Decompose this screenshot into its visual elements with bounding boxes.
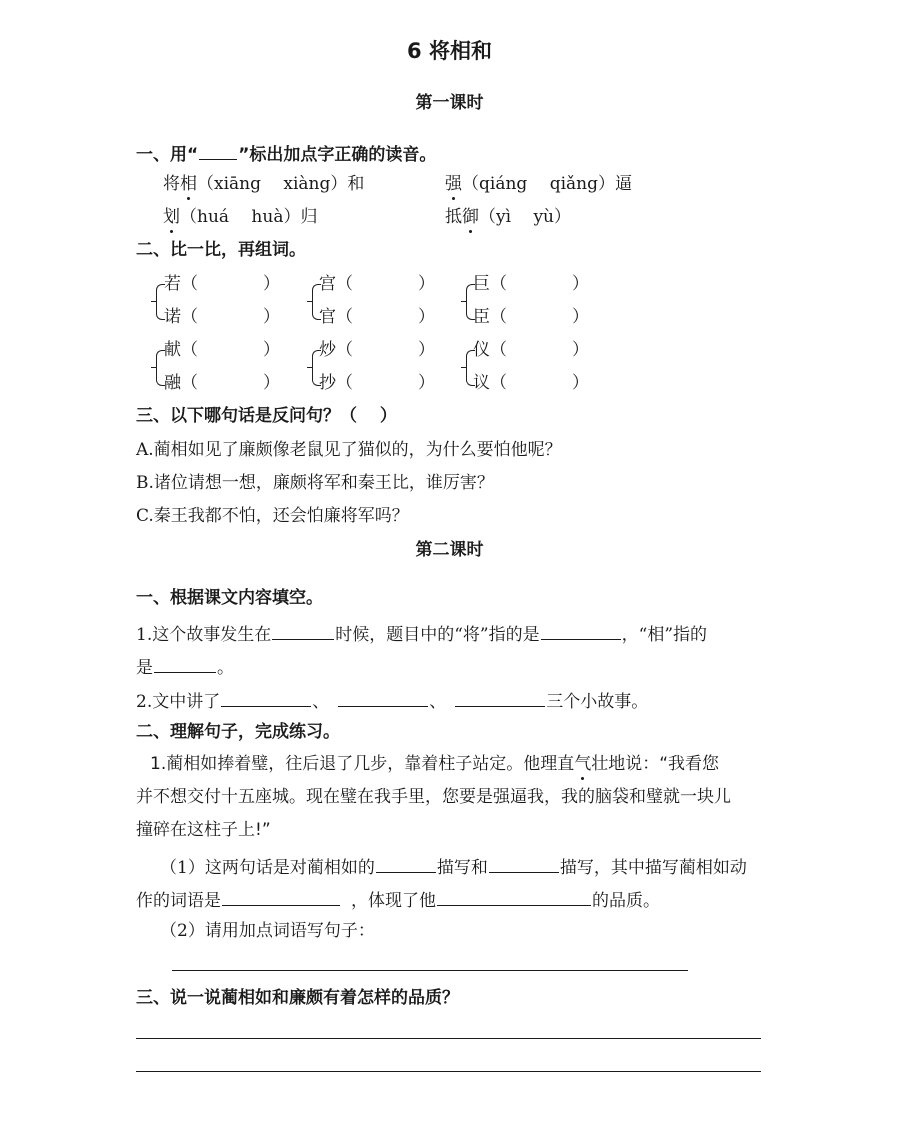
- close-paren: ）: [572, 340, 589, 360]
- sub-question-2: （2）请用加点词语写句子：: [160, 921, 375, 941]
- blank-description-1[interactable]: [376, 854, 436, 873]
- sub-question-1: [160, 854, 747, 879]
- blank-quality[interactable]: [437, 887, 591, 906]
- dotted-char: 御: [462, 207, 479, 227]
- reading-options[interactable]: （qiáng qiǎng）: [462, 174, 615, 194]
- close-paren: ）: [572, 307, 589, 327]
- text: 描写，其中描写蔺相如动: [559, 858, 747, 878]
- close-paren: ）: [263, 274, 280, 294]
- close-paren: ）: [418, 373, 435, 393]
- option-c[interactable]: C.秦王我都不怕，还会怕廉将军吗？: [136, 506, 409, 526]
- text: ，体现了他: [351, 891, 436, 911]
- compare-char-1a[interactable]: 若（: [164, 274, 198, 294]
- blank-minister[interactable]: [154, 654, 216, 673]
- close-paren: ）: [572, 373, 589, 393]
- text: 时候，题目中的“将”指的是: [335, 625, 540, 645]
- answer-line-1[interactable]: [136, 1038, 761, 1039]
- dotted-char: 强: [445, 174, 462, 194]
- dotted-char: 划: [163, 207, 180, 227]
- passage-line-1: [150, 753, 719, 775]
- lesson-2-label: 第二课时: [415, 540, 484, 560]
- answer-line-sentence[interactable]: [172, 970, 688, 971]
- text: 三个小故事。: [546, 692, 649, 712]
- dotted-phrase: 直气壮: [557, 754, 609, 774]
- page-title: 6 将相和: [407, 39, 492, 63]
- q1-heading: [136, 141, 436, 166]
- compare-char-2a[interactable]: 宫（: [319, 274, 353, 294]
- pinyin-item-1: [163, 173, 364, 195]
- close-paren: ）: [263, 307, 280, 327]
- pinyin-item-2: [445, 173, 632, 195]
- fill-sentence-1: [136, 621, 707, 646]
- pinyin-item-4: [445, 206, 571, 228]
- text: 作的词语是: [136, 891, 221, 911]
- compare-char-4a[interactable]: 献（: [164, 340, 198, 360]
- compare-char-6b[interactable]: 议（: [473, 373, 507, 393]
- close-paren: ）: [572, 274, 589, 294]
- fill-sentence-2: [136, 688, 648, 713]
- pinyin-item-3: [163, 206, 317, 228]
- close-paren: ）: [418, 274, 435, 294]
- blank-time[interactable]: [272, 621, 334, 640]
- l2-q1-heading: 一、根据课文内容填空。: [136, 588, 323, 608]
- l2-q3-heading: 三、说一说蔺相如和廉颇有着怎样的品质？: [136, 988, 459, 1008]
- text: 地说：“我看您: [608, 754, 720, 774]
- blank-description-2[interactable]: [489, 854, 559, 873]
- blank-story-1[interactable]: [221, 688, 311, 707]
- text: ，“相”指的: [621, 625, 708, 645]
- l2-q2-heading: 二、理解句子，完成练习。: [136, 722, 340, 742]
- text: 1.蔺相如捧着璧，往后退了几步，靠着柱子站定。他理: [150, 754, 558, 774]
- text: 的品质。: [592, 891, 660, 911]
- passage-line-2: 并不想交付十五座城。现在璧在我手里，您要是强逼我，我的脑袋和璧就一块儿: [136, 787, 731, 807]
- separator: 、: [312, 692, 330, 712]
- blank-story-3[interactable]: [455, 688, 545, 707]
- item-post: 逼: [614, 174, 632, 194]
- reading-options[interactable]: （xiāng xiàng）: [197, 174, 348, 194]
- text: 是: [136, 658, 153, 678]
- text: 。: [217, 658, 234, 678]
- q2-heading: 二、比一比，再组词。: [136, 240, 306, 260]
- close-paren: ）: [263, 373, 280, 393]
- separator: 、: [429, 692, 447, 712]
- compare-char-6a[interactable]: 仪（: [473, 340, 507, 360]
- reading-options[interactable]: （yì yù）: [479, 207, 571, 227]
- item-pre: 抵: [445, 207, 462, 227]
- item-post: 和: [347, 174, 365, 194]
- answer-line-2[interactable]: [136, 1071, 761, 1072]
- close-paren: ）: [418, 307, 435, 327]
- compare-char-2b[interactable]: 官（: [319, 307, 353, 327]
- text: 2.文中讲了: [136, 692, 221, 712]
- option-b[interactable]: B.诸位请想一想，廉颇将军和秦王比，谁厉害？: [136, 473, 494, 493]
- blank-general[interactable]: [541, 621, 621, 640]
- text: 1.这个故事发生在: [136, 625, 272, 645]
- passage-line-3: 撞碎在这柱子上!”: [136, 820, 271, 840]
- blank-story-2[interactable]: [338, 688, 428, 707]
- compare-char-4b[interactable]: 融（: [164, 373, 198, 393]
- text: 描写和: [436, 858, 488, 878]
- text: （1）这两句话是对蔺相如的: [160, 858, 375, 878]
- compare-char-1b[interactable]: 诺（: [164, 307, 198, 327]
- compare-char-5b[interactable]: 抄（: [319, 373, 353, 393]
- compare-char-3a[interactable]: 巨（: [473, 274, 507, 294]
- q1-heading-start: 一、用“: [136, 145, 199, 165]
- close-paren: ）: [418, 340, 435, 360]
- blank-action-words[interactable]: [222, 887, 340, 906]
- close-paren: ）: [263, 340, 280, 360]
- option-a[interactable]: A.蔺相如见了廉颇像老鼠见了猫似的，为什么要怕他呢？: [136, 440, 562, 460]
- lesson-1-label: 第一课时: [415, 93, 484, 113]
- compare-char-3b[interactable]: 臣（: [473, 307, 507, 327]
- underline-sample: [199, 141, 237, 160]
- dotted-char: 相: [180, 174, 197, 194]
- compare-char-5a[interactable]: 炒（: [319, 340, 353, 360]
- item-post: 归: [300, 207, 318, 227]
- q3-heading: 三、以下哪句话是反问句？（ ）: [136, 406, 397, 426]
- fill-sentence-1-cont: [136, 654, 234, 679]
- item-pre: 将: [163, 174, 180, 194]
- q1-heading-end: ”标出加点字正确的读音。: [238, 145, 437, 165]
- reading-options[interactable]: （huá huà）: [180, 207, 301, 227]
- sub-question-1-cont: [136, 887, 660, 912]
